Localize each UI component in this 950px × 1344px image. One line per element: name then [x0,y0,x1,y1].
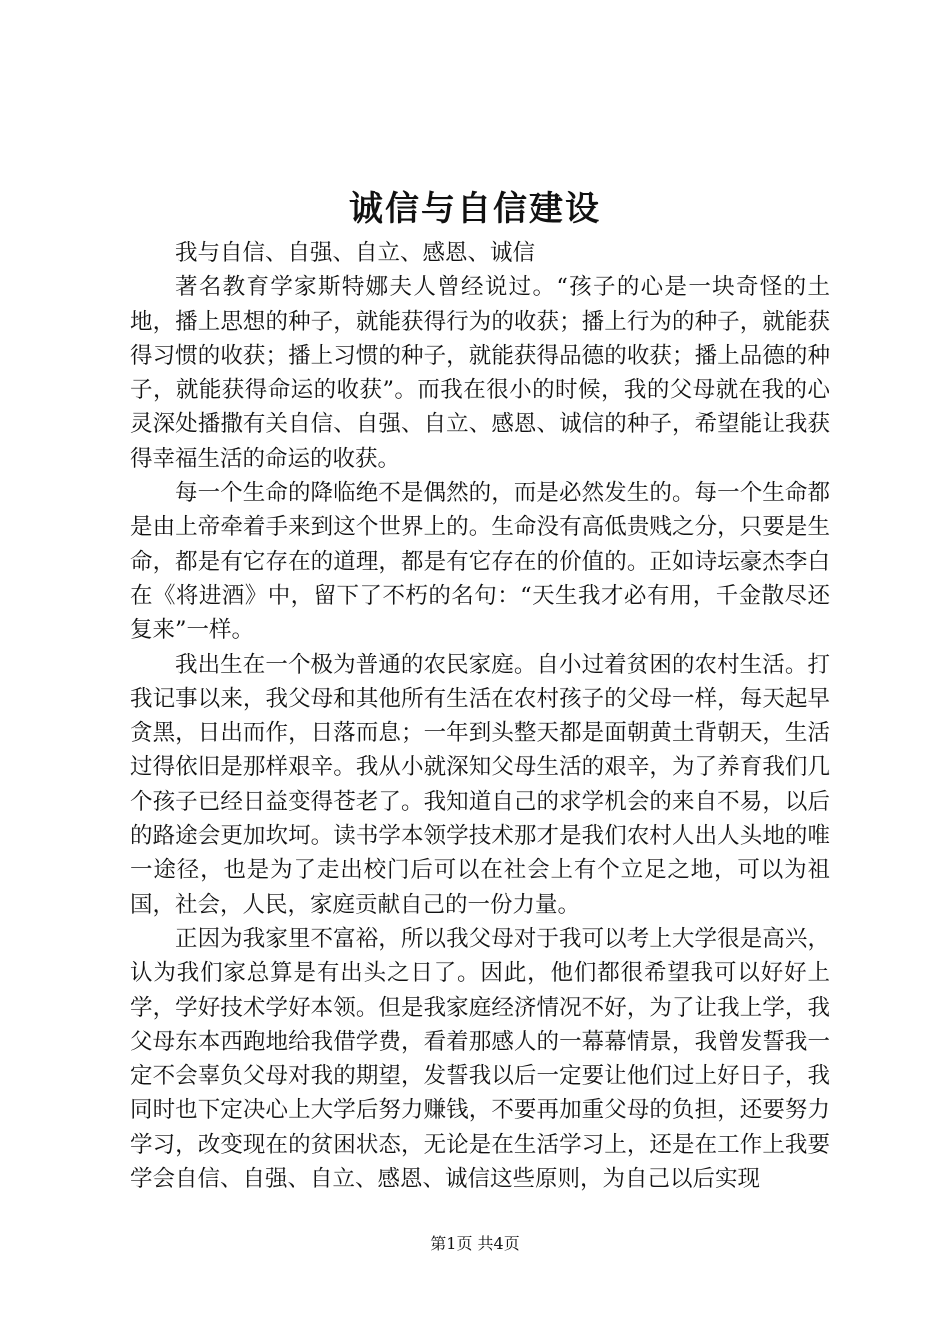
paragraph: 我出生在一个极为普通的农民家庭。自小过着贫困的农村生活。打我记事以来，我父母和其他所有生活在农村孩子的父母一样，每天起早贪黑，日出而作，日落而息；一年到头整天都是面朝黄土背朝天，生活过得依旧是那样艰辛。我从小就深知父母生活的艰辛，为了养育我们几个孩子已经日益变得苍老了。我知道自己的求学机会的来自不易，以后的路途会更加坎坷。读书学本领学技术那才是我们农村人出人头地的唯一途径，也是为了走出校门后可以在社会上有个立足之地，可以为祖国，社会，人民，家庭贡献自己的一份力量。 [130,651,830,918]
page-footer: 第1页 共4页 [430,1234,520,1253]
paragraph: 著名教育学家斯特娜夫人曾经说过。“孩子的心是一块奇怪的土地，播上思想的种子，就能获得行为的收获；播上行为的种子，就能获得习惯的收获；播上习惯的种子，就能获得品德的收获；播上品德的种子，就能获得命运的收获”。而我在很小的时候，我的父母就在我的心灵深处播撒有关自信、自强、自立、感恩、诚信的种子，希望能让我获得幸福生活的命运的收获。 [130,274,830,472]
paragraph: 正因为我家里不富裕，所以我父母对于我可以考上大学很是高兴，认为我们家总算是有出头之日了。因此，他们都很希望我可以好好上学，学好技术学好本领。但是我家庭经济情况不好，为了让我上学，我父母东本西跑地给我借学费，看着那感人的一幕幕情景，我曾发誓我一定不会辜负父母对我的期望，发誓我以后一定要让他们过上好日子，我同时也下定决心上大学后努力赚钱，不要再加重父母的负担，还要努力学习，改变现在的贫困状态，无论是在生活学习上，还是在工作上我要学会自信、自强、自立、感恩、诚信这些原则，为自己以后实现 [130,925,830,1193]
document-title: 诚信与自信建设 [349,189,601,229]
paragraph-subtitle: 我与自信、自强、自立、感恩、诚信 [175,240,536,266]
paragraph: 每一个生命的降临绝不是偶然的，而是必然发生的。每一个生命都是由上帝牵着手来到这个世界上的。生命没有高低贵贱之分，只要是生命，都是有它存在的道理，都是有它存在的价值的。正如诗坛豪杰李白在《将进酒》中，留下了不朽的名句：“天生我才必有用，千金散尽还复来”一样。 [130,480,830,644]
document-body [130,236,830,1196]
